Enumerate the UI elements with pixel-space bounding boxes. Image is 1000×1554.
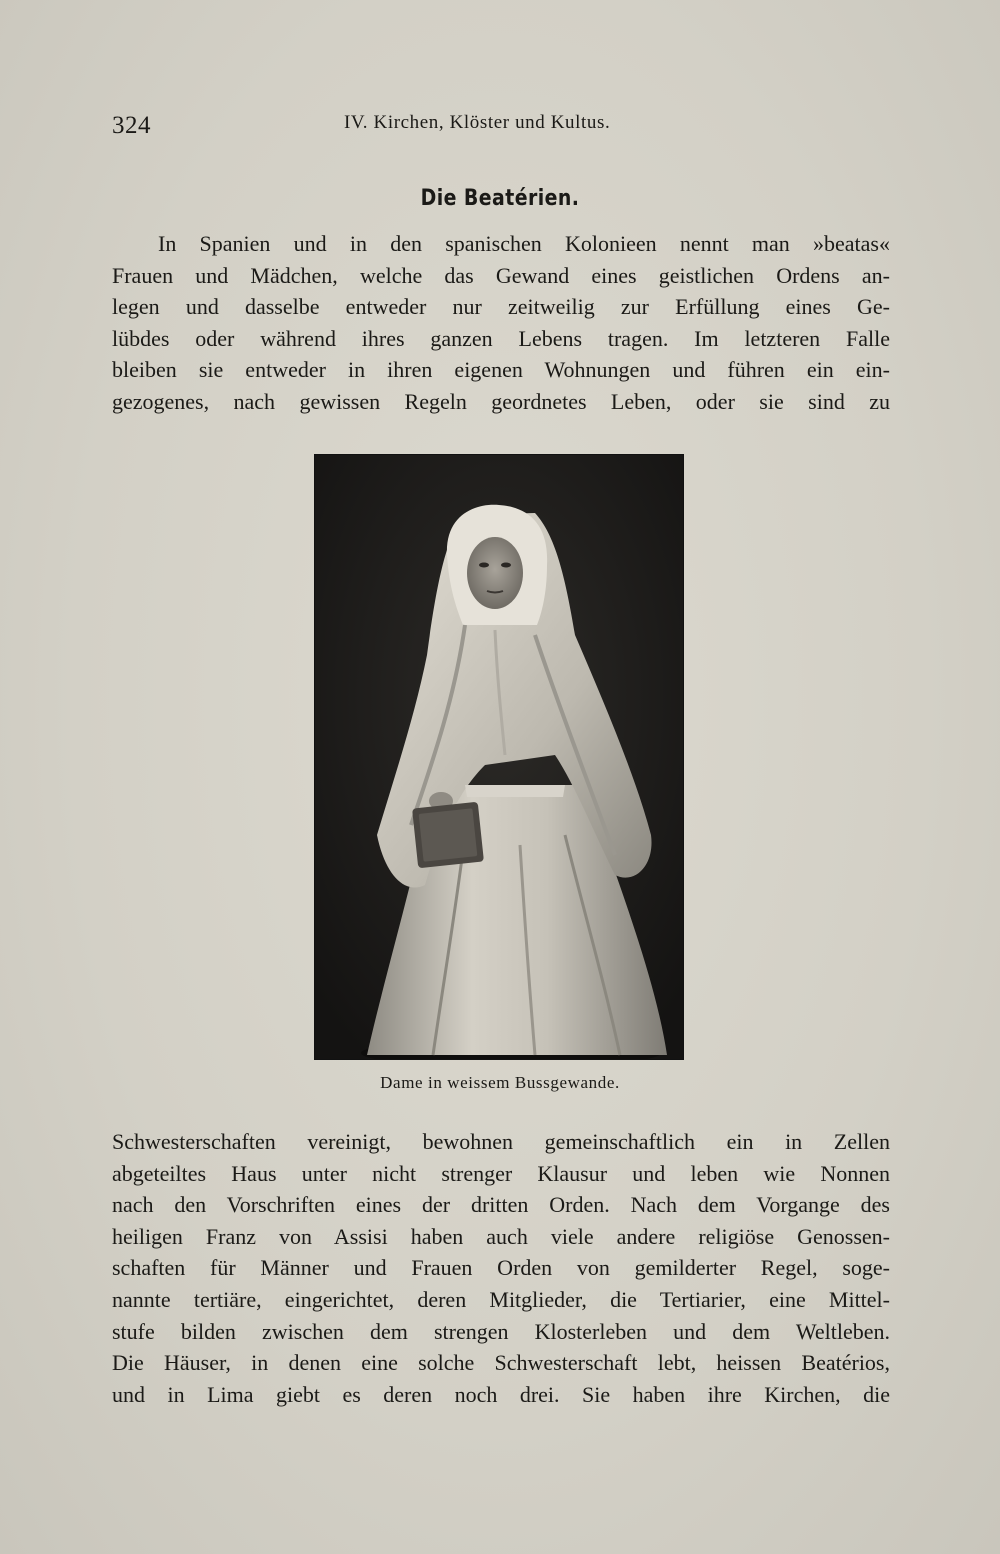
text-line: bleiben sie entweder in ihren eigenen Wohnungen und führen ein ein- [112,357,890,383]
text-line: gezogenes, nach gewissen Regeln geordnetes Leben, oder sie sind zu [112,388,890,414]
text-line: Schwesterschaften vereinigt, bewohnen gemeinschaftlich ein in Zellen [112,1129,890,1154]
text-line: und in Lima giebt es deren noch drei. Sie haben ihre Kirchen, die [112,1381,890,1407]
text-line: In Spanien und in den spanischen Kolonieen nennt man »beatas« [158,231,890,256]
text-line: lübdes oder während ihres ganzen Lebens tragen. Im letzteren Falle [112,325,890,351]
paragraph-top [112,228,890,418]
page-header [112,108,892,144]
text-line: schaften für Männer und Frauen Orden von gemilderter Regel, soge- [112,1255,890,1281]
photograph [314,454,684,1060]
section-title: Die Beatérien. [420,186,580,211]
figure-caption: Dame in weissem Bussgewande. [380,1073,620,1092]
veiled-woman-photo [315,455,683,1059]
paragraph-bottom [112,1126,890,1410]
running-head: IV. Kirchen, Klöster und Kultus. [344,112,611,133]
text-line: abgeteiltes Haus unter nicht strenger Klausur und leben wie Nonnen [112,1160,890,1186]
text-line: Frauen und Mädchen, welche das Gewand eines geistlichen Ordens an- [112,262,890,288]
page-number: 324 [112,112,151,139]
text-line: legen und dasselbe entweder nur zeitweilig zur Erfüllung eines Ge- [112,294,890,320]
text-line: heiligen Franz von Assisi haben auch viele andere religiöse Genossen- [112,1223,890,1249]
text-line: nach den Vorschriften eines der dritten Orden. Nach dem Vorgange des [112,1192,890,1218]
text-line: nannte tertiäre, eingerichtet, deren Mitglieder, die Tertiarier, eine Mittel- [112,1286,890,1312]
text-line: stufe bilden zwischen dem strengen Klosterleben und dem Weltleben. [112,1318,890,1344]
text-line: Die Häuser, in denen eine solche Schwesterschaft lebt, heissen Beatérios, [112,1350,890,1376]
